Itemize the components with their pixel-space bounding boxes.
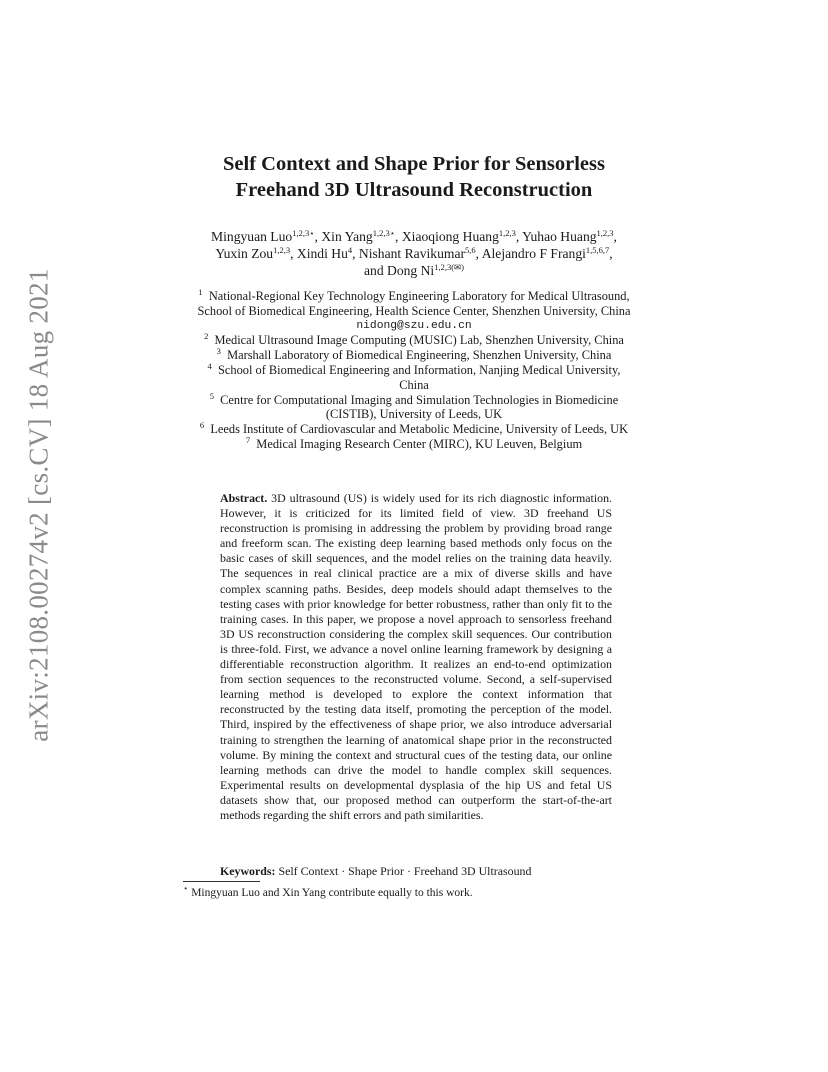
abstract-text: 3D ultrasound (US) is widely used for its rich diagnostic information. However, it is criticized for its limited field of view. 3D freehand US reconstruction is promising in addressing the problem by providing broad range and freeform scan. The existing deep learning based methods only focus on the basic cases of skill sequences, and the model relies on the training data heavily. The sequences in real clinical practice are a mix of diverse skills and have complex scanning paths. Besides, deep models should adapt themselves to the testing cases with prior knowledge for better robustness, rather than only fit to the training cases. In this paper, we propose a novel approach to sensorless freehand 3D US reconstruction considering the complex skill sequences. Our contribution is three-fold. First, we advance a novel online learning framework by designing a differentiable reconstruction algorithm. It realizes an end-to-end optimization from section sequences to the reconstructed volume. Second, a self-supervised learning method is developed to explore the context information that reconstructed by the testing data itself, promoting the perception of the model. Third, inspired by the effectiveness of shape prior, we also introduce adversarial training to strengthen the learning of anatomical shape prior in the reconstructed volume. By mining the context and structural cues of the testing data, our online learning methods can drive the model to handle complex skill sequences. Experimental results on developmental dysplasia of the hip US and fetal US datasets show that, our proposed method can outperform the start-of-the-art methods regarding the shift errors and path similarities. [220,491,612,822]
footnote-mark: ⋆ [183,883,189,893]
author-affil-sup: 1,2,3 [498,228,516,238]
author-affil-sup: 1,2,3(✉) [434,262,465,272]
author-name: Yuhao Huang [522,229,597,244]
footnote-text: Mingyuan Luo and Xin Yang contribute equally to this work. [191,887,473,899]
author-name: and Dong Ni [363,263,435,278]
affiliation-number: 7 [245,434,251,445]
author-separator: , [475,246,482,261]
affiliation-list [0,289,828,452]
affiliation-number: 6 [199,420,205,431]
footnote-rule [183,881,260,882]
affiliation-number: 1 [198,287,203,297]
author-line-1 [0,228,828,245]
affiliation-number: 2 [204,331,209,342]
affiliation-4 [0,360,828,378]
footnote [183,883,643,900]
affiliation-5-continued: (CISTIB), University of Leeds, UK [325,407,503,422]
abstract [220,491,612,823]
affiliation-text: Centre for Computational Imaging and Simulation Technologies in Biomedicine [220,392,619,407]
affiliation-5 [0,390,828,408]
affiliation-7 [0,434,828,452]
author-affil-sup: 1,2,3⋆ [372,228,396,238]
author-affil-sup: 5,6 [465,245,476,255]
affiliation-text: Medical Imaging Research Center (MIRC), KU Leuven, Belgium [256,436,583,451]
affiliation-2 [0,333,828,348]
affiliation-1-continued: School of Biomedical Engineering, Health Science Center, Shenzhen University, China [197,303,631,318]
affiliation-text: National-Regional Key Technology Engineering Laboratory for Medical Ultrasound, [208,289,630,303]
author-affil-sup: 1,2,3⋆ [292,228,315,238]
author-separator: , [613,229,617,244]
author-separator: , [515,229,523,244]
author-separator: , [352,246,359,261]
affiliation-6 [0,422,828,437]
author-name: Alejandro F Frangi [481,246,586,261]
author-list [0,228,828,279]
affiliation-4-continued: China [399,377,429,392]
keywords-label: Keywords: [220,864,276,878]
author-affil-sup: 1,2,3 [596,228,614,238]
title-line-2: Freehand 3D Ultrasound Reconstruction [235,179,593,201]
affiliation-text: School of Biomedical Engineering and Information, Nanjing Medical University, [217,362,621,377]
affiliation-number: 4 [207,360,212,371]
affiliation-1 [0,289,828,304]
author-separator: , [290,246,297,261]
title-line-1: Self Context and Shape Prior for Sensorless [223,153,605,175]
author-name: Xiaoqiong Huang [401,229,499,244]
affiliation-number: 5 [209,390,214,401]
author-name: Yuxin Zou [215,246,274,261]
author-separator: , [395,229,402,244]
affiliation-3 [0,348,828,363]
author-name: Xin Yang [321,229,373,244]
keywords [220,864,620,879]
keywords-text: Self Context · Shape Prior · Freehand 3D Ultrasound [278,864,532,878]
affiliation-text: Leeds Institute of Cardiovascular and Metabolic Medicine, University of Leeds, UK [210,422,629,437]
contact-email[interactable]: nidong@szu.edu.cn [356,319,472,332]
author-separator: , [609,246,613,261]
abstract-label: Abstract. [220,491,268,505]
affiliation-text: Marshall Laboratory of Biomedical Engineering, Shenzhen University, China [227,348,612,363]
arxiv-identifier: arXiv:2108.00274v2 [cs.CV] 18 Aug 2021 [23,268,54,742]
author-line-2 [0,245,828,262]
paper-title [0,151,828,203]
author-separator: , [314,229,322,244]
affiliation-number: 3 [216,346,221,357]
author-name: Xindi Hu [296,246,348,261]
author-name: Nishant Ravikumar [358,246,466,261]
author-affil-sup: 1,5,6,7 [585,245,610,255]
affiliation-text: Medical Ultrasound Image Computing (MUSIC) Lab, Shenzhen University, China [214,333,624,348]
author-name: Mingyuan Luo [211,229,293,244]
author-line-3 [0,262,828,279]
author-affil-sup: 4 [347,245,353,255]
author-affil-sup: 1,2,3 [273,245,291,255]
